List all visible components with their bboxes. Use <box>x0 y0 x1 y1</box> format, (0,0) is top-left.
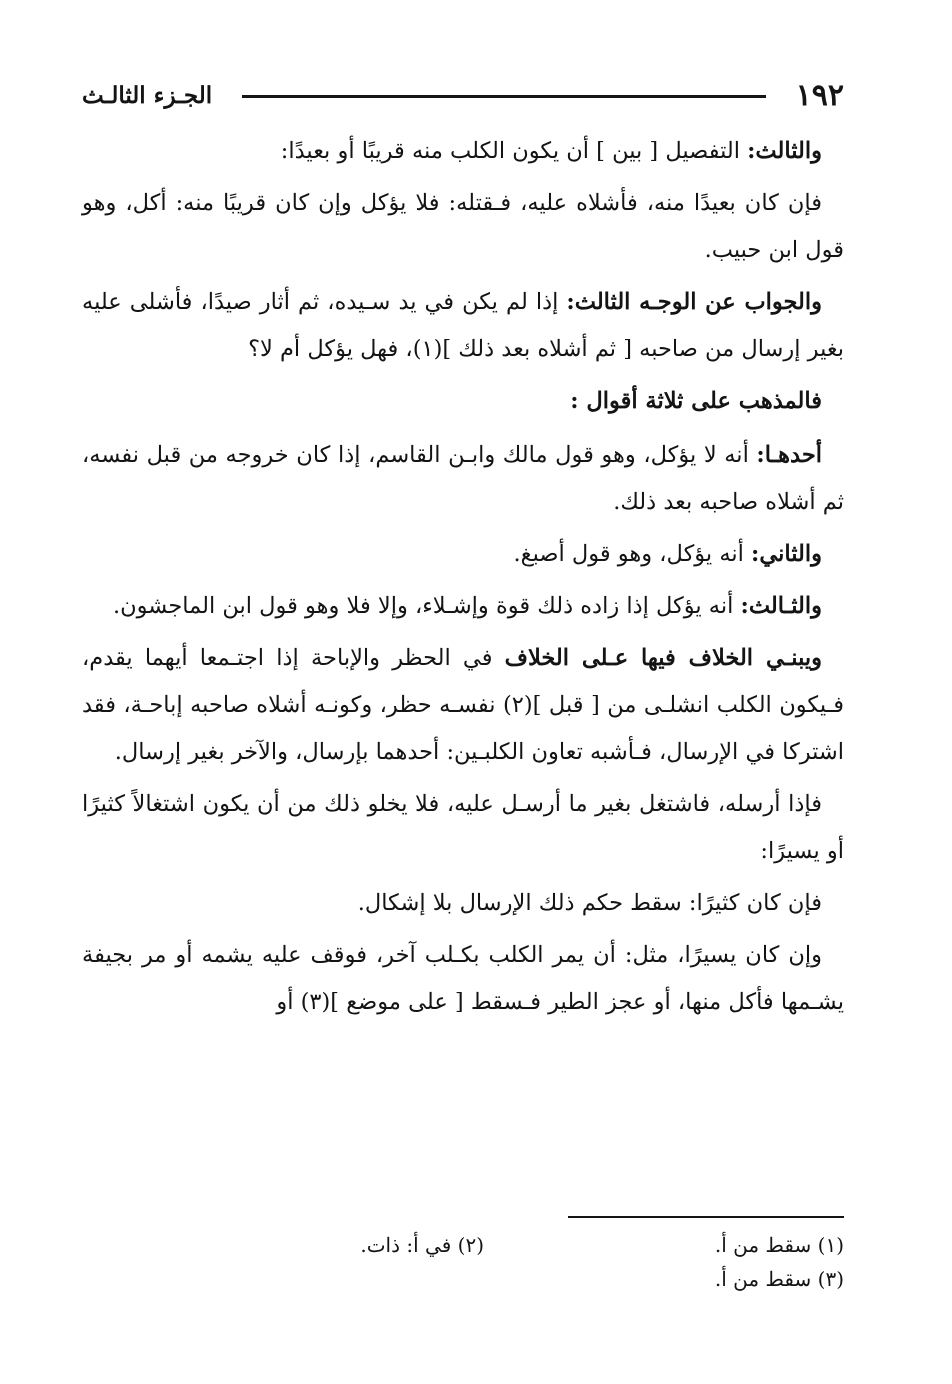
paragraph-lead: أحدهـا: <box>756 442 822 468</box>
paragraph-text: أنه يؤكل إذا زاده ذلك قوة وإشـلاء، وإلا فلا وهو قول ابن الماجشون. <box>112 593 741 619</box>
paragraph <box>82 635 844 776</box>
paragraph-lead: والثـالث: <box>740 593 822 619</box>
running-header <box>82 76 844 116</box>
paragraph <box>82 781 844 875</box>
paragraph-text: أنه يؤكل، وهو قول أصبغ. <box>513 541 752 567</box>
paragraph-text: فإذا أرسله، فاشتغل بغير ما أرسـل عليه، فلا يخلو ذلك من أن يكون اشتغالاً كثيرًا أو يسيرًا: <box>82 791 844 864</box>
paragraph <box>82 128 844 175</box>
paragraph-text: أنه لا يؤكل، وهو قول مالك وابـن القاسم، إذا كان خروجه من قبل نفسه، ثم أشلاه صاحبه بعد ذلك. <box>82 442 844 515</box>
paragraph-text: إذا لم يكن في يد سـيده، ثم أثار صيدًا، فأشلى عليه بغير إرسال من صاحبه [ ثم أشلاه بعد ذلك ](١)، فهل يؤكل أم لا؟ <box>82 289 844 362</box>
paragraph-lead: فالمذهب على ثلاثة أقوال : <box>570 388 822 414</box>
paragraph-lead: والجواب عن الوجـه الثالث: <box>566 289 823 315</box>
paragraph <box>82 531 844 578</box>
footnotes <box>82 1228 844 1296</box>
paragraph-text: وإن كان يسيرًا، مثل: أن يمر الكلب بكـلب آخر، فوقف عليه يشمه أو مر بجيفة يشـمها فأكل منها، أو عجز الطير فـسقط [ على موضع ](٣) أو <box>82 942 844 1015</box>
paragraph-text: في الحظر والإباحة إذا اجتـمعا أيهما يقدم، فـيكون الكلب انشلـى من [ قبل ](٢) نفسـه حظر، وكونـه أشلاه صاحبه إباحـة، فقد اشتركا في الإرسال، فـأشبه تعاون الكلبـين: أحدهما بإرسال، والآخر بغير إرسال. <box>82 645 844 765</box>
paragraph-lead: ويبنـي الخلاف فيها عـلى الخلاف <box>504 645 822 671</box>
paragraph-lead: والثالث: <box>747 138 822 164</box>
section-heading <box>82 378 844 425</box>
header-rule <box>242 95 766 98</box>
paragraph-text: التفصيل [ بين ] أن يكون الكلب منه قريبًا أو بعيدًا: <box>280 138 748 164</box>
paragraph <box>82 932 844 1026</box>
paragraph <box>82 583 844 630</box>
footnote: (٣) سقط من أ. <box>714 1267 844 1291</box>
footnote: (١) سقط من أ. <box>714 1233 844 1257</box>
footnote: (٢) في أ: ذات. <box>360 1233 484 1257</box>
paragraph-text: فإن كان بعيدًا منه، فأشلاه عليه، فـقتله: فلا يؤكل وإن كان قريبًا منه: أكل، وهو قول ابن حبيب. <box>82 190 844 263</box>
footnote-rule <box>568 1216 844 1218</box>
paragraph-text: فإن كان كثيرًا: سقط حكم ذلك الإرسال بلا إشكال. <box>357 890 822 916</box>
footnote-row <box>82 1228 844 1262</box>
paragraph <box>82 432 844 526</box>
paragraph <box>82 279 844 373</box>
paragraph <box>82 180 844 274</box>
paragraph <box>82 880 844 927</box>
page-number: ١٩٢ <box>795 78 844 113</box>
part-title: الجـزء الثالـث <box>82 82 213 109</box>
main-text <box>82 128 844 1031</box>
paragraph-lead: والثاني: <box>751 541 822 567</box>
footnote-row <box>82 1262 844 1296</box>
